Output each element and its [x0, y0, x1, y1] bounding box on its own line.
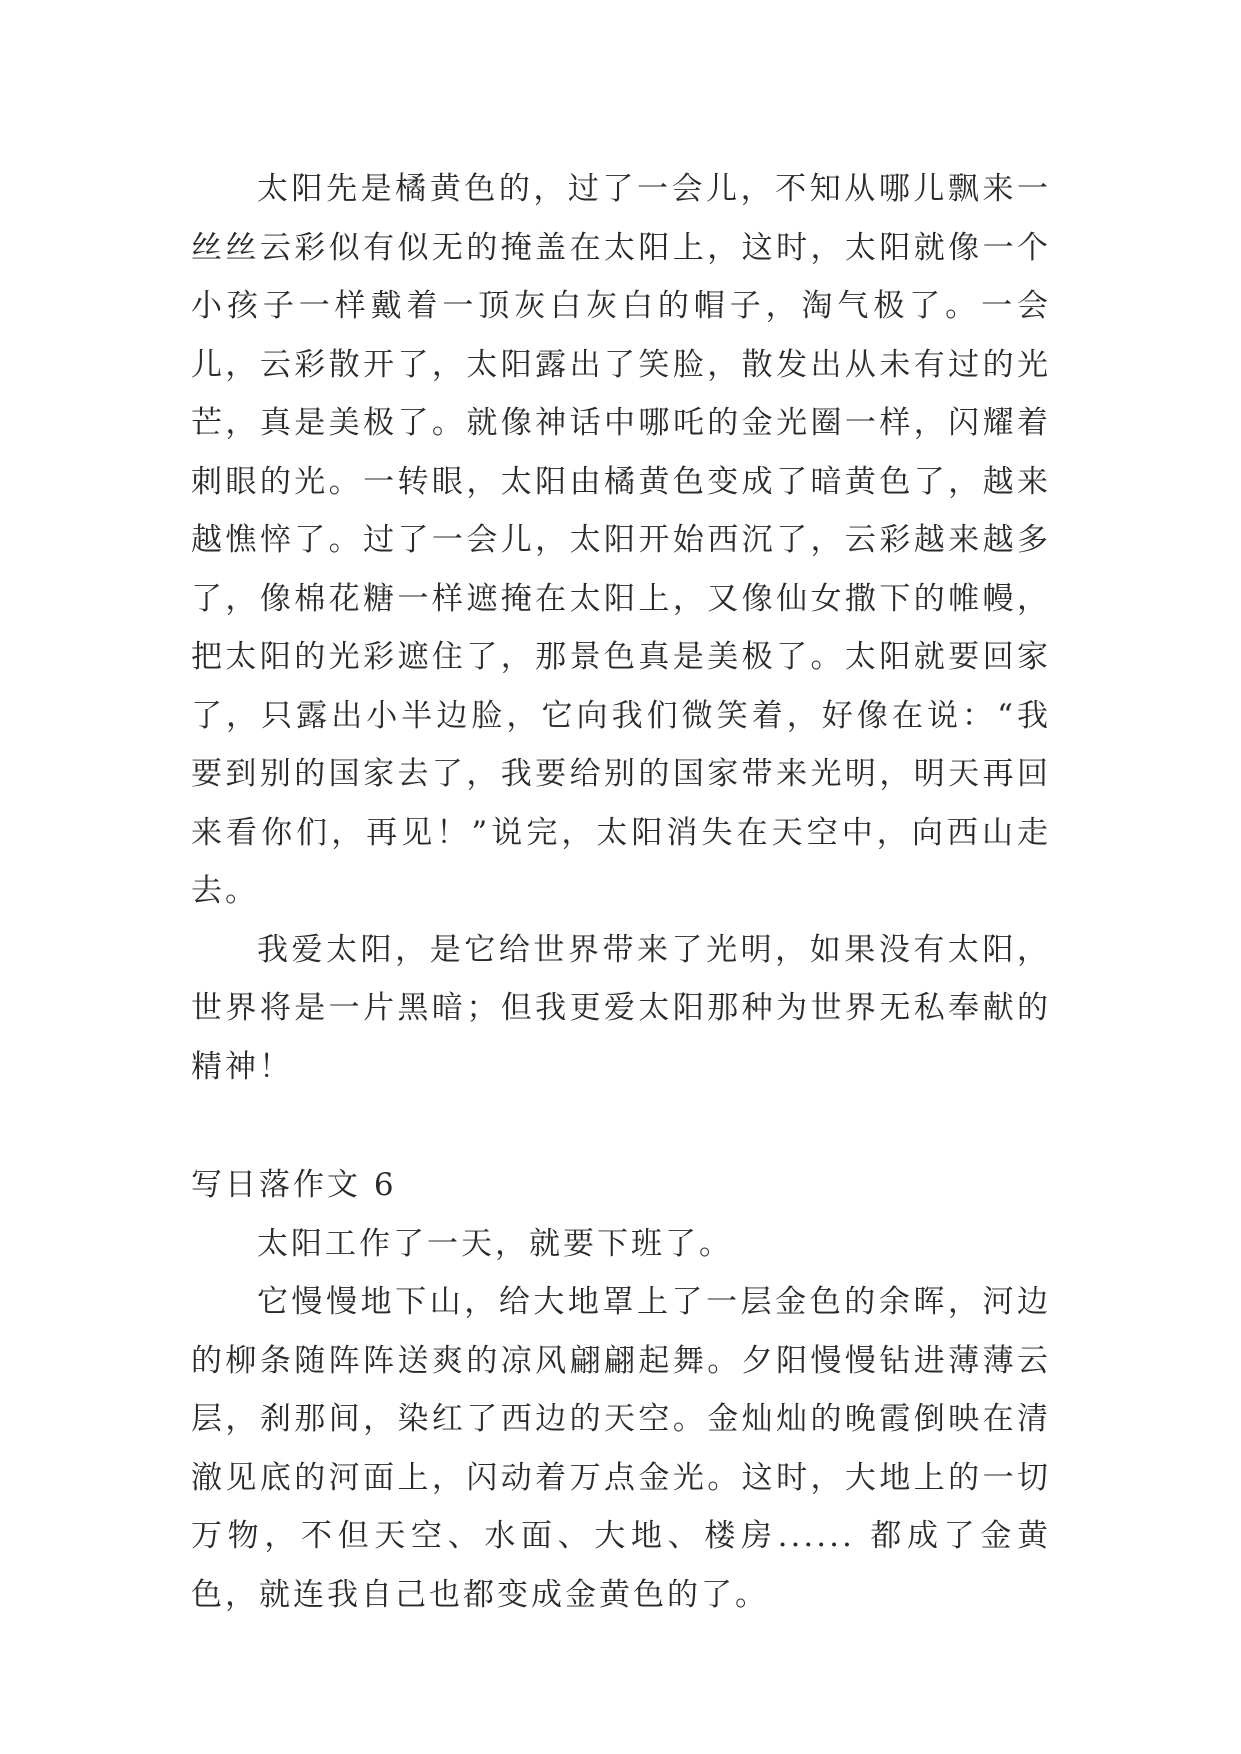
section-title: 写日落作文 6 — [191, 1167, 397, 1203]
paragraph-love-sun: 我爱太阳，是它给世界带来了光明，如果没有太阳，世界将是一片黑暗；但我更爱太阳那种为世界无私奉献的精神！ — [191, 931, 1051, 1085]
paragraph-sun-off-work: 太阳工作了一天，就要下班了。 — [257, 1225, 733, 1262]
paragraph-sunset-description: 太阳先是橘黄色的，过了一会儿，不知从哪儿飘来一丝丝云彩似有似无的掩盖在太阳上，这时，太阳就像一个小孩子一样戴着一顶灰白灰白的帽子，淘气极了。一会儿，云彩散开了，太阳露出了笑脸，散发出从未有过的光芒，真是美极了。就像神话中哪吒的金光圈一样，闪耀着刺眼的光。一转眼，太阳由橘黄色变成了暗黄色了，越来越憔悴了。过了一会儿，太阳开始西沉了，云彩越来越多了，像棉花糖一样遮掩在太阳上，又像仙女撒下的帷幔，把太阳的光彩遮住了，那景色真是美极了。太阳就要回家了，只露出小半边脸，它向我们微笑着，好像在说：“我要到别的国家去了，我要给别的国家带来光明，明天再回来看你们，再见！”说完，太阳消失在天空中，向西山走去。 — [191, 171, 1051, 909]
paragraph-golden-glow: 它慢慢地下山，给大地罩上了一层金色的余晖，河边的柳条随阵阵送爽的凉风翩翩起舞。夕阳慢慢钻进薄薄云层，刹那间，染红了西边的天空。金灿灿的晚霞倒映在清澈见底的河面上，闪动着万点金光。这时，大地上的一切万物，不但天空、水面、大地、楼房...... 都成了金黄色，就连我自己也都变成金黄色的了。 — [191, 1284, 1051, 1613]
section-spacer — [191, 1096, 1051, 1156]
document-body — [191, 160, 1051, 1624]
